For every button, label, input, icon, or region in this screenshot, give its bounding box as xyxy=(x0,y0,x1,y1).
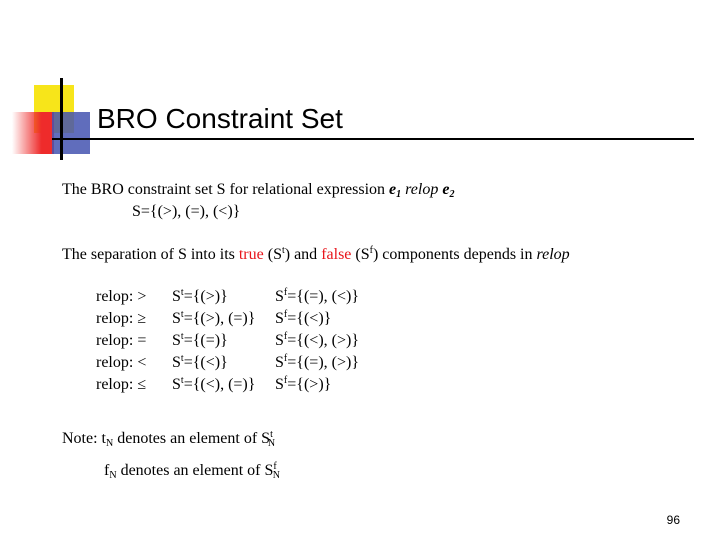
st-cell: $S^t=\{(<)$, (=)} xyxy=(172,375,256,393)
separation-mid3: (S xyxy=(351,246,370,263)
intro-text: The BRO constraint set S for relational expression xyxy=(62,181,390,198)
relop-word: relop xyxy=(536,246,570,263)
e1: e xyxy=(389,181,397,198)
st-cell: $S^t=\{(>)$, (=)} xyxy=(172,309,256,327)
t-superscript: t xyxy=(281,245,285,256)
separation-mid2: ) and xyxy=(284,246,322,263)
sf-cell: $S^f=\{(=)$, (>)} xyxy=(275,353,359,371)
separation-mid1: (S xyxy=(263,246,282,263)
false-word: false xyxy=(321,246,352,263)
sf-cell: $S^f=\{(<)\}$ xyxy=(275,309,332,327)
relop-cell: relop: < xyxy=(96,354,147,371)
true-word: true xyxy=(238,246,264,263)
note-line-2: $f_N$ denotes an element of $S^f_N$ xyxy=(104,461,280,481)
decor-red-square xyxy=(12,112,54,154)
f-superscript: f xyxy=(369,245,373,256)
separation-pre: The separation of S into its xyxy=(62,246,239,263)
e2: e xyxy=(442,181,450,198)
relop-column xyxy=(96,286,146,396)
sf-cell: $S^f=\{(=)$, (<)} xyxy=(275,287,359,305)
relop-cell: relop: > xyxy=(96,288,147,305)
st-column xyxy=(172,286,255,396)
relop-cell: relop: ≤ xyxy=(96,376,147,393)
decor-horizontal-line xyxy=(52,138,694,140)
separation-post: ) components depends in xyxy=(372,246,537,263)
set-definition: S={(>), (=), (<)} xyxy=(132,203,241,220)
intro-line xyxy=(62,180,454,200)
note-line-1: Note: $t_N$ denotes an element of $S^t_N$ xyxy=(62,429,276,449)
relop-cell: relop: ≥ xyxy=(96,310,147,327)
decor-blue-square xyxy=(52,112,90,154)
separation-line xyxy=(62,245,570,265)
decor-vertical-line xyxy=(60,78,63,160)
st-cell: $S^t=\{(=)\}$ xyxy=(172,331,228,349)
page-number: 96 xyxy=(666,513,680,527)
st-cell: $S^t=\{(>)\}$ xyxy=(172,287,228,305)
e2-sub: 2 xyxy=(449,189,455,200)
sf-cell: $S^f=\{(>)\}$ xyxy=(275,375,332,393)
relop-italic: relop xyxy=(401,181,443,198)
slide-title: BRO Constraint Set xyxy=(97,103,343,134)
st-cell: $S^t=\{(<)\}$ xyxy=(172,353,228,371)
sf-cell: $S^f=\{(<)$, (>)} xyxy=(275,331,359,349)
sf-column xyxy=(275,286,359,396)
relop-cell: relop: = xyxy=(96,332,147,349)
e1-sub: 1 xyxy=(396,189,402,200)
